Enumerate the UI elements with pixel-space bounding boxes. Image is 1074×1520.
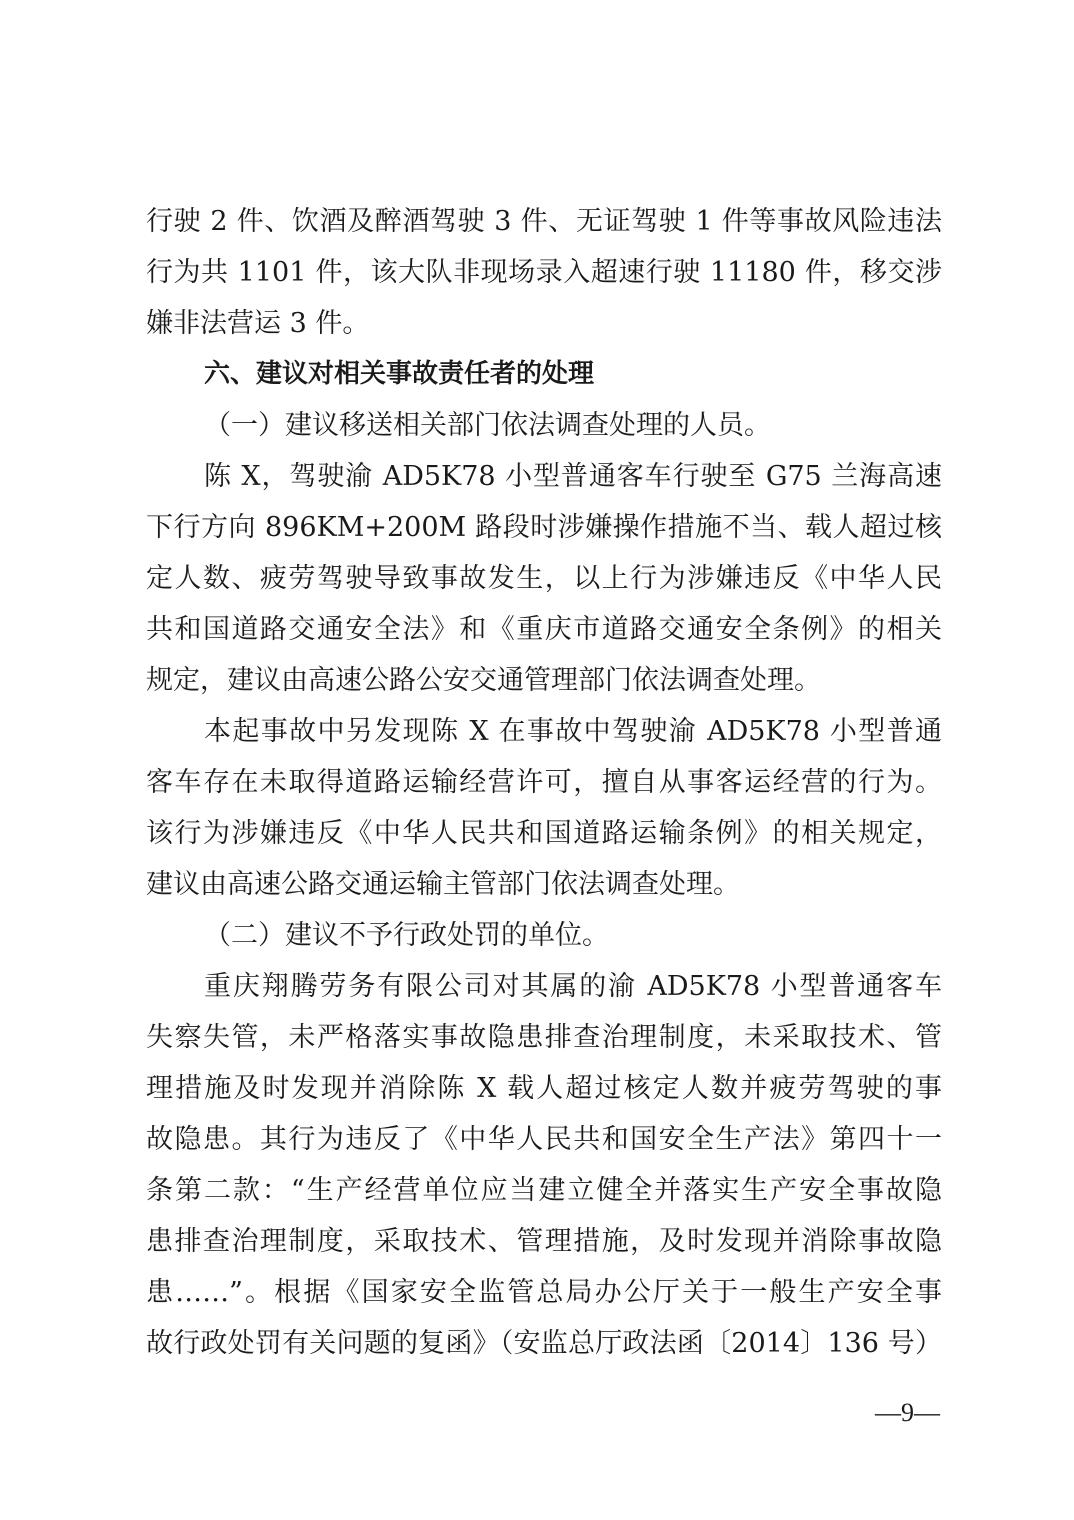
body-line-23: 故行政处罚有关问题的复函》（安监总厅政法函〔2014〕136 号）: [146, 1328, 942, 1359]
body-line-9: 共和国道路交通安全法》和《重庆市道路交通安全条例》的相关: [146, 614, 942, 645]
body-line-2: 行为共 1101 件，该大队非现场录入超速行驶 11180 件，移交涉: [146, 257, 942, 288]
body-line-12: 客车存在未取得道路运输经营许可，擅自从事客运经营的行为。: [146, 767, 942, 798]
body-line-17: 失察失管，未严格落实事故隐患排查治理制度，未采取技术、管: [146, 1022, 942, 1053]
body-line-18: 理措施及时发现并消除陈 X 载人超过核定人数并疲劳驾驶的事: [146, 1073, 942, 1104]
body-line-21: 患排查治理制度，采取技术、管理措施，及时发现并消除事故隐: [146, 1226, 942, 1257]
body-line-6: 陈 X，驾驶渝 AD5K78 小型普通客车行驶至 G75 兰海高速: [204, 461, 942, 492]
body-line-19: 故隐患。其行为违反了《中华人民共和国安全生产法》第四十一: [146, 1124, 942, 1155]
body-line-7: 下行方向 896KM+200M 路段时涉嫌操作措施不当、载人超过核: [146, 512, 942, 543]
body-line-13: 该行为涉嫌违反《中华人民共和国道路运输条例》的相关规定，: [146, 818, 942, 849]
body-line-11: 本起事故中另发现陈 X 在事故中驾驶渝 AD5K78 小型普通: [204, 716, 942, 747]
body-line-1: 行驶 2 件、饮酒及醉酒驾驶 3 件、无证驾驶 1 件等事故风险违法: [146, 206, 942, 237]
subsection-heading-1: （一）建议移送相关部门依法调查处理的人员。: [204, 410, 771, 441]
body-line-3: 嫌非法营运 3 件。: [146, 308, 370, 339]
body-line-10: 规定，建议由高速公路公安交通管理部门依法调查处理。: [146, 665, 821, 696]
body-line-22: 患……”。根据《国家安全监管总局办公厅关于一般生产安全事: [146, 1277, 942, 1308]
body-line-14: 建议由高速公路交通运输主管部门依法调查处理。: [146, 869, 740, 900]
section-heading: 六、建议对相关事故责任者的处理: [204, 359, 595, 389]
document-body: [146, 196, 942, 1369]
body-line-8: 定人数、疲劳驾驶导致事故发生，以上行为涉嫌违反《中华人民: [146, 563, 942, 594]
body-line-20: 条第二款：“生产经营单位应当建立健全并落实生产安全事故隐: [146, 1175, 942, 1206]
body-line-16: 重庆翔腾劳务有限公司对其属的渝 AD5K78 小型普通客车: [204, 971, 942, 1002]
page-number: —9—: [875, 1398, 940, 1427]
subsection-heading-2: （二）建议不予行政处罚的单位。: [204, 920, 609, 951]
